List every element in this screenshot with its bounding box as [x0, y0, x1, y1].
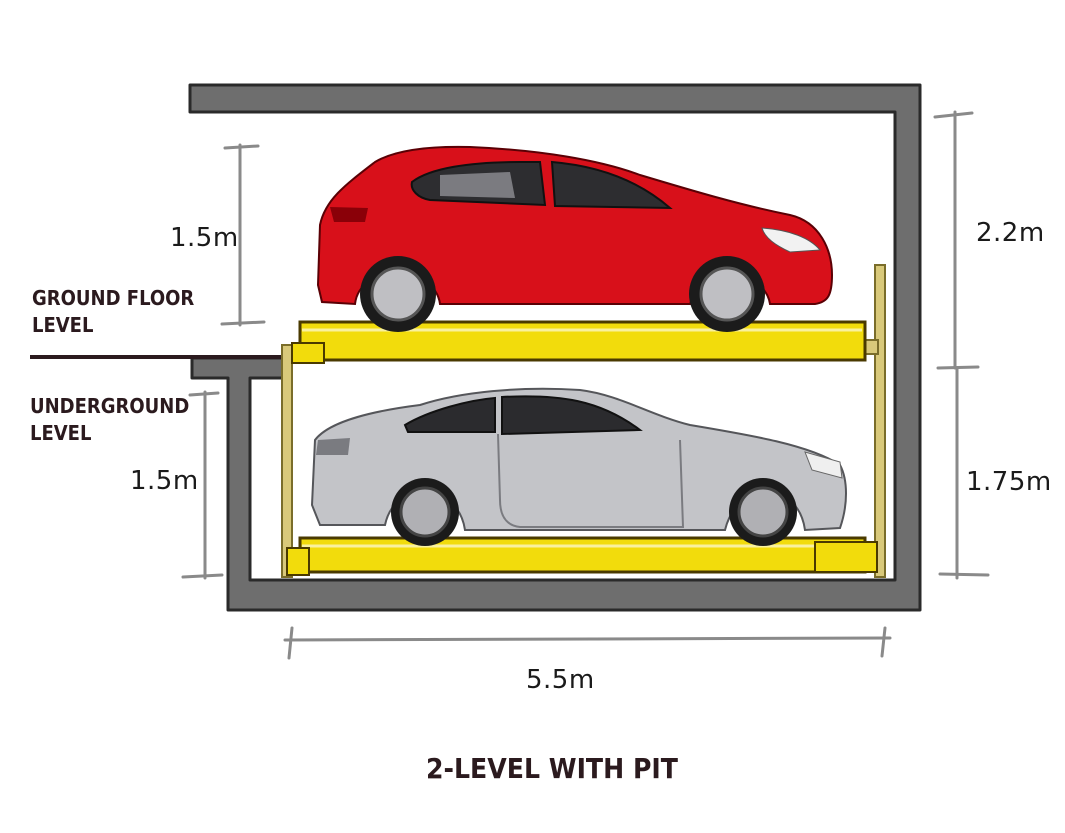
diagram-caption: 2-LEVEL WITH PIT [426, 752, 678, 785]
dim-label-length: 5.5m [526, 665, 595, 695]
dim-label-pit-depth: 1.75m [966, 467, 1052, 497]
red-car-window-glare [440, 172, 515, 198]
dim-length-right [882, 628, 885, 656]
dim-upper-clearance-bottom [222, 322, 264, 324]
silver-car-rear-rim [401, 488, 449, 536]
red-car-rear-rim [372, 268, 424, 320]
dim-lower-clearance-top [190, 393, 218, 395]
ground-floor-label-line2: LEVEL [32, 313, 94, 337]
dim-pit-bottom [940, 574, 988, 575]
left-post [282, 345, 292, 577]
right-post [875, 265, 885, 577]
dim-lower-clearance-bottom [183, 575, 222, 577]
dim-label-lower-clearance: 1.5m [130, 466, 199, 496]
ground-floor-label-line1: GROUND FLOOR [32, 286, 195, 310]
silver-car-taillight [316, 438, 350, 455]
silver-car-front-rim [739, 488, 787, 536]
upper-platform-clamp [292, 343, 324, 363]
upper-red-car [318, 147, 832, 332]
dim-length-line [285, 638, 890, 640]
underground-label-line2: LEVEL [30, 421, 92, 445]
red-car-taillight [330, 207, 368, 222]
lower-silver-car [312, 389, 846, 546]
dim-upper-total-top [935, 113, 972, 117]
lower-platform [300, 538, 865, 572]
dim-label-upper-clearance: 1.5m [170, 223, 239, 253]
dim-upper-clearance-top [225, 146, 258, 148]
red-car-front-rim [701, 268, 753, 320]
underground-label-line1: UNDERGROUND [30, 394, 190, 418]
dim-label-upper-total: 2.2m [976, 218, 1045, 248]
lower-platform-ramp [815, 542, 877, 572]
lower-platform-clamp [287, 548, 309, 575]
dim-length-left [289, 628, 292, 658]
